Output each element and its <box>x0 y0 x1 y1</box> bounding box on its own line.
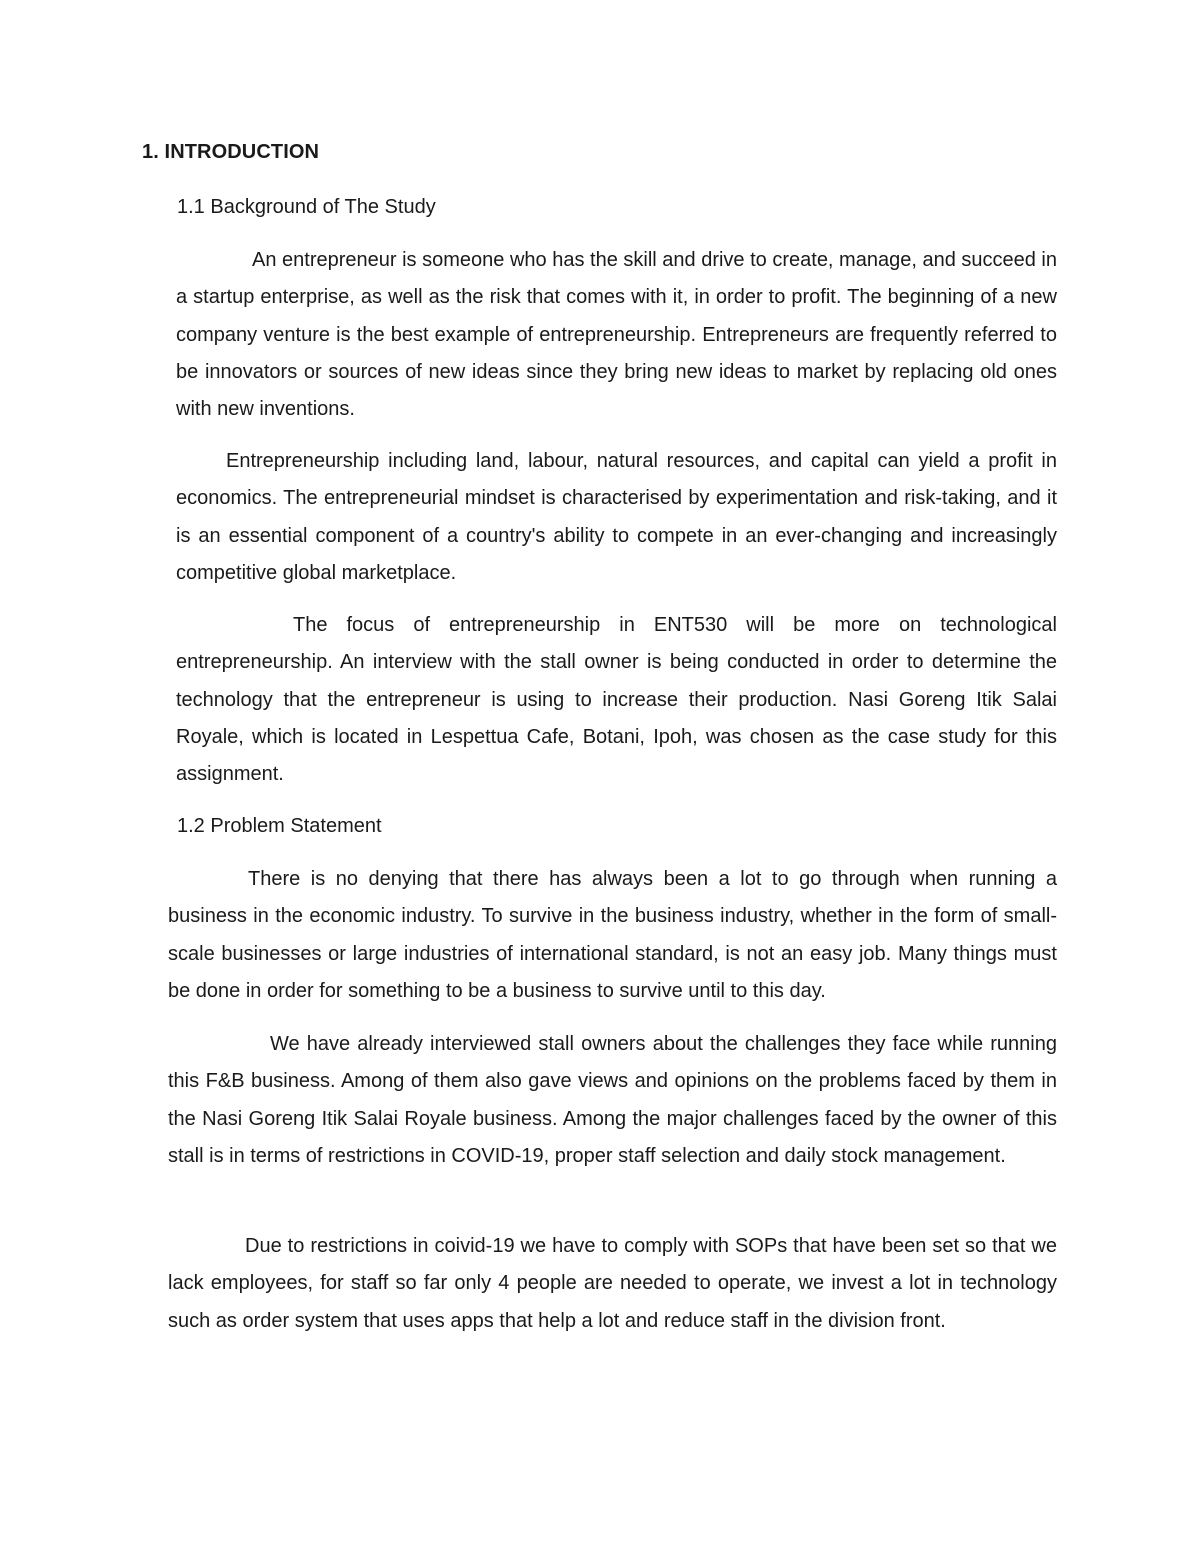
section-1-1-title: 1.1 Background of The Study <box>177 196 436 218</box>
section-1-2-title: 1.2 Problem Statement <box>177 815 382 837</box>
problem-paragraph-2: We have already interviewed stall owners about the challenges they face while running this F&B business. Among of them also gave views and opinions on the problems faced by them in the Nasi Goreng Itik Salai Royale business. Among the major challenges faced by the owner of this stall is in terms of restrictions in COVID-19, proper staff selection and daily stock management. <box>168 1033 1057 1167</box>
background-paragraph-2: Entrepreneurship including land, labour, natural resources, and capital can yield a profit in economics. The entrepreneurial mindset is characterised by experimentation and risk-taking, and it is an essential component of a country's ability to compete in an ever-changing and increasingly competitive global marketplace. <box>176 450 1057 584</box>
background-paragraph-1: An entrepreneur is someone who has the skill and drive to create, manage, and succeed in a startup enterprise, as well as the risk that comes with it, in order to profit. The beginning of a new company venture is the best example of entrepreneurship. Entrepreneurs are frequently referred to be innovators or sources of new ideas since they bring new ideas to market by replacing old ones with new inventions. <box>176 249 1057 421</box>
chapter-heading: 1. INTRODUCTION <box>142 141 320 163</box>
problem-paragraph-3: Due to restrictions in coivid-19 we have to comply with SOPs that have been set so that we lack employees, for staff so far only 4 people are needed to operate, we invest a lot in technology such as order system that uses apps that help a lot and reduce staff in the division front. <box>168 1235 1057 1332</box>
background-paragraph-3: The focus of entrepreneurship in ENT530 will be more on technological entrepreneurship. An interview with the stall owner is being conducted in order to determine the technology that the entrepreneur is using to increase their production. Nasi Goreng Itik Salai Royale, which is located in Lespettua Cafe, Botani, Ipoh, was chosen as the case study for this assignment. <box>176 614 1057 786</box>
problem-paragraph-1: There is no denying that there has always been a lot to go through when running a business in the economic industry. To survive in the business industry, whether in the form of small-scale businesses or large industries of international standard, is not an easy job. Many things must be done in order for something to be a business to survive until to this day. <box>168 868 1057 1002</box>
